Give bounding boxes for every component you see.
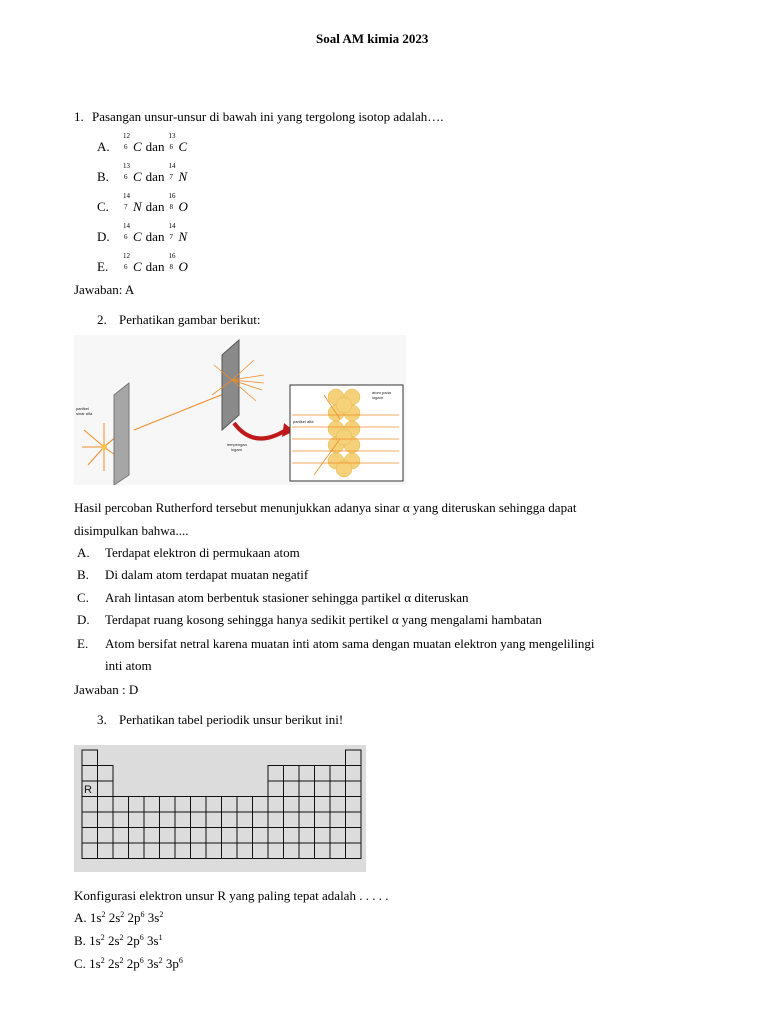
electron-count: 2 <box>158 956 163 965</box>
table-cell <box>330 828 346 844</box>
table-cell <box>82 797 98 813</box>
option-letter: A. <box>77 545 90 560</box>
question-1-text: Pasangan unsur-unsur di bawah ini yang tergolong isotop adalah…. <box>92 109 444 124</box>
table-cell <box>346 843 362 859</box>
option-letter: B. <box>97 169 109 184</box>
table-cell <box>253 812 269 828</box>
table-cell <box>330 812 346 828</box>
orbital: 2s <box>107 956 120 971</box>
nuclide: 16 8 O <box>168 192 188 214</box>
gold-foil <box>222 340 239 430</box>
option-letter: C. <box>74 956 90 971</box>
orbital: 3s <box>147 956 159 971</box>
table-cell <box>222 843 238 859</box>
table-cell <box>144 797 160 813</box>
table-cell <box>191 797 207 813</box>
table-cell <box>330 781 346 797</box>
electron-count: 2 <box>100 956 105 965</box>
orbital: 3s <box>147 910 160 925</box>
rutherford-experiment-figure <box>74 335 406 485</box>
element-r-marker: R <box>84 784 92 796</box>
table-cell <box>346 766 362 782</box>
option-letter: D. <box>97 229 110 244</box>
table-cell <box>129 797 145 813</box>
question-1-option <box>97 192 188 215</box>
question-1-option <box>97 162 188 185</box>
nuclide: 14 7 N <box>123 192 142 214</box>
table-cell <box>175 828 191 844</box>
electron-count: 6 <box>139 933 144 942</box>
table-cell <box>346 750 362 766</box>
table-cell <box>284 828 300 844</box>
electron-count: 2 <box>119 956 124 965</box>
svg-text:logam: logam <box>372 395 383 400</box>
table-cell <box>82 812 98 828</box>
option-letter: E. <box>97 259 109 274</box>
nuclide: 16 8 O <box>168 252 188 274</box>
table-cell <box>129 843 145 859</box>
table-cell <box>315 843 331 859</box>
table-cell <box>222 828 238 844</box>
orbital: 2p <box>126 933 140 948</box>
table-cell <box>98 843 114 859</box>
orbital: 2p <box>127 910 141 925</box>
table-cell <box>268 766 284 782</box>
table-cell <box>191 843 207 859</box>
table-cell <box>268 781 284 797</box>
table-cell <box>299 812 315 828</box>
table-cell <box>98 797 114 813</box>
question-2-option-text: Terdapat ruang kosong sehingga hanya sedikit pertikel α yang mengalami hambatan <box>105 612 542 627</box>
question-3-option <box>74 956 183 972</box>
option-letter: A. <box>97 139 110 154</box>
electron-count: 6 <box>140 910 145 919</box>
table-cell <box>98 828 114 844</box>
question-2-text: Perhatikan gambar berikut: <box>119 312 261 327</box>
table-cell <box>222 812 238 828</box>
atom-nuclei <box>328 389 360 477</box>
svg-text:logam: logam <box>231 447 242 452</box>
table-cell <box>284 843 300 859</box>
table-cell <box>113 828 129 844</box>
periodic-table-grid <box>74 745 366 872</box>
table-cell <box>299 766 315 782</box>
table-cell <box>237 812 253 828</box>
nuclide: 14 6 C <box>123 222 142 244</box>
table-cell <box>346 797 362 813</box>
table-cell <box>144 843 160 859</box>
table-cell <box>113 812 129 828</box>
table-cell <box>144 812 160 828</box>
table-cell <box>315 781 331 797</box>
table-cell <box>315 797 331 813</box>
table-cell <box>284 812 300 828</box>
question-2-option-text: Di dalam atom terdapat muatan negatif <box>105 567 309 582</box>
conjunction: dan <box>145 199 165 214</box>
table-cell <box>268 797 284 813</box>
table-cell <box>299 828 315 844</box>
orbital: 2s <box>108 910 121 925</box>
option-letter: D. <box>77 612 90 627</box>
orbital: 3s <box>147 933 159 948</box>
nuclide: 13 6 C <box>123 162 142 184</box>
alpha-source-label: partikel <box>76 406 89 411</box>
question-1-option <box>97 222 188 245</box>
electron-count: 2 <box>101 910 106 919</box>
conjunction: dan <box>145 229 165 244</box>
electron-count: 2 <box>100 933 105 942</box>
table-cell <box>160 843 176 859</box>
electron-count: 2 <box>119 933 124 942</box>
table-cell <box>129 828 145 844</box>
option-letter: B. <box>77 567 89 582</box>
table-cell <box>98 781 114 797</box>
question-3-option <box>74 910 163 926</box>
table-cell <box>98 812 114 828</box>
table-cell <box>315 766 331 782</box>
table-cell <box>237 843 253 859</box>
nuclide: 12 6 C <box>123 252 142 274</box>
foil-label: lempengan <box>227 442 247 447</box>
orbital: 1s <box>89 956 101 971</box>
orbital: 2s <box>107 933 120 948</box>
table-cell <box>113 797 129 813</box>
question-2-stem-line2: disimpulkan bahwa.... <box>74 523 189 538</box>
table-cell <box>160 828 176 844</box>
table-cell <box>175 797 191 813</box>
orbital: 2p <box>126 956 140 971</box>
atom-label: atom pada <box>372 390 391 395</box>
table-cell <box>206 812 222 828</box>
table-cell <box>253 843 269 859</box>
option-letter: C. <box>97 199 109 214</box>
option-letter: E. <box>77 636 89 651</box>
question-3-stem: Konfigurasi elektron unsur R yang paling tepat adalah . . . . . <box>74 888 389 903</box>
svg-text:sinar alfa: sinar alfa <box>76 411 93 416</box>
alpha-particle-label: partikel alfa <box>293 419 314 424</box>
table-cell <box>253 828 269 844</box>
table-cell <box>191 812 207 828</box>
table-cell <box>299 843 315 859</box>
electron-count: 6 <box>178 956 183 965</box>
table-cell <box>346 828 362 844</box>
conjunction: dan <box>145 139 165 154</box>
table-cell <box>330 843 346 859</box>
table-cell <box>222 797 238 813</box>
question-2-option-text: Terdapat elektron di permukaan atom <box>105 545 300 560</box>
table-cell <box>237 797 253 813</box>
option-letter: C. <box>77 590 89 605</box>
table-cell <box>284 766 300 782</box>
option-letter: B. <box>74 933 90 948</box>
table-cell <box>98 766 114 782</box>
table-cell <box>82 828 98 844</box>
question-2-option-text: Arah lintasan atom berbentuk stasioner sehingga partikel α diteruskan <box>105 590 469 605</box>
slit-plate <box>114 383 129 485</box>
table-cell <box>160 797 176 813</box>
table-cell <box>284 781 300 797</box>
table-cell <box>160 812 176 828</box>
table-cell <box>299 781 315 797</box>
table-cell <box>330 766 346 782</box>
table-cell <box>268 812 284 828</box>
electron-count: 2 <box>159 910 164 919</box>
orbital: 3p <box>165 956 179 971</box>
orbital: 1s <box>89 933 101 948</box>
question-1-number: 1. <box>74 109 84 124</box>
table-cell <box>206 828 222 844</box>
question-1-answer: Jawaban: A <box>74 282 135 297</box>
table-cell <box>346 812 362 828</box>
conjunction: dan <box>145 259 165 274</box>
page-title: Soal AM kimia 2023 <box>316 31 429 46</box>
question-1-option <box>97 252 188 275</box>
table-cell <box>284 797 300 813</box>
question-2-option-text: Atom bersifat netral karena muatan inti atom sama dengan muatan elektron yang mengelilingi <box>105 636 595 651</box>
table-cell <box>315 812 331 828</box>
conjunction: dan <box>145 169 165 184</box>
table-cell <box>299 797 315 813</box>
option-letter: A. <box>74 910 90 925</box>
table-cell <box>253 797 269 813</box>
table-cell <box>175 812 191 828</box>
table-cell <box>175 843 191 859</box>
electron-count: 1 <box>158 933 163 942</box>
electron-count: 6 <box>139 956 144 965</box>
table-cell <box>82 750 98 766</box>
table-cell <box>129 812 145 828</box>
question-3-option <box>74 933 163 949</box>
question-2-stem-line1: Hasil percoban Rutherford tersebut menunjukkan adanya sinar α yang diteruskan sehingga dapat <box>74 500 577 515</box>
table-cell <box>268 828 284 844</box>
table-cell <box>82 843 98 859</box>
table-cell <box>206 843 222 859</box>
table-cell <box>315 828 331 844</box>
nuclide: 13 6 C <box>168 132 188 154</box>
table-cell <box>113 843 129 859</box>
question-3-number: 3. <box>97 712 107 727</box>
table-cell <box>82 766 98 782</box>
nuclide: 14 7 N <box>168 222 188 244</box>
table-cell <box>268 843 284 859</box>
table-cell <box>237 828 253 844</box>
question-2-number: 2. <box>97 312 107 327</box>
question-2-answer: Jawaban : D <box>74 682 139 697</box>
nuclide: 14 7 N <box>168 162 188 184</box>
table-cell <box>346 781 362 797</box>
question-2-option-text-cont: inti atom <box>105 658 152 673</box>
table-cell <box>206 797 222 813</box>
question-1-option <box>97 132 188 155</box>
electron-count: 2 <box>120 910 125 919</box>
table-cell <box>191 828 207 844</box>
table-cell <box>144 828 160 844</box>
nuclide: 12 6 C <box>123 132 142 154</box>
orbital: 1s <box>89 910 102 925</box>
question-3-text: Perhatikan tabel periodik unsur berikut ini! <box>119 712 344 727</box>
table-cell <box>330 797 346 813</box>
